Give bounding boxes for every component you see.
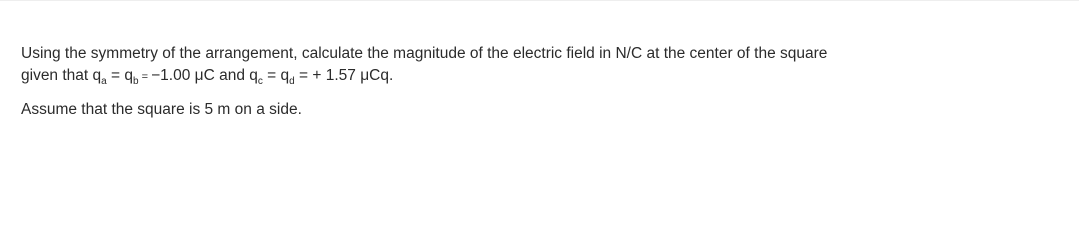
assumption-text: Assume that the square is 5 m on a side. [21, 101, 302, 118]
question-line-1: Using the symmetry of the arrangement, calculate the magnitude of the electric field in N/C at the center of the square [21, 45, 828, 62]
charge-qd: $q_d$ [280, 67, 295, 87]
charge-qc: $q_c$ [249, 67, 263, 87]
question-text [21, 43, 1061, 88]
charge-value-negative: −1.00 μC and [151, 67, 250, 84]
charge-value-positive: = + 1.57 μCq. [294, 67, 394, 84]
equals-sign: = [106, 67, 125, 84]
question-line-2 [21, 65, 1061, 88]
charge-qb: $q_b$ [124, 67, 139, 87]
equals-sign-small: = [138, 71, 152, 83]
given-prefix: given that [21, 67, 93, 84]
charge-qa: $q_a$ [92, 67, 107, 87]
equals-sign: = [262, 67, 281, 84]
